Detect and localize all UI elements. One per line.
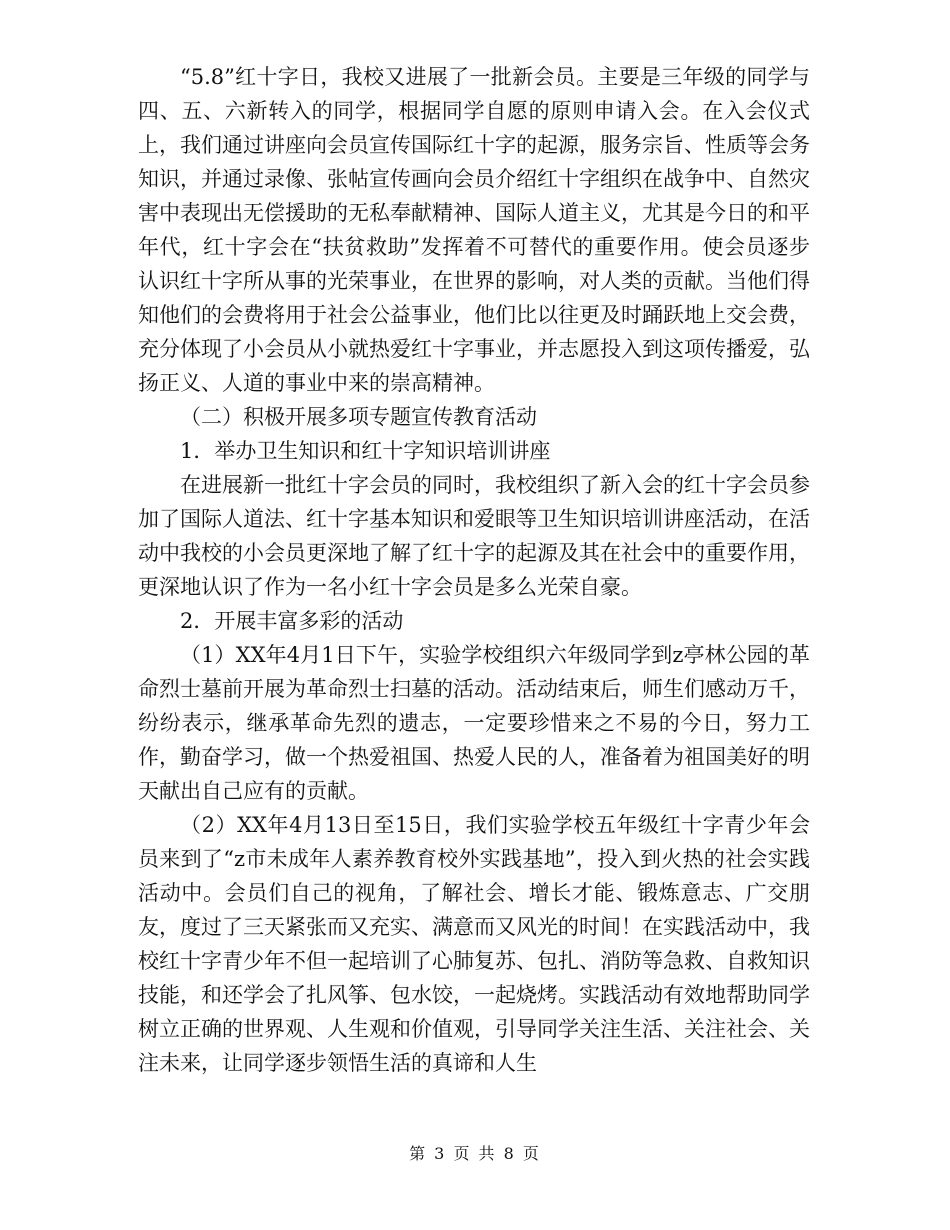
page-number-footer: 第 3 页 共 8 页 bbox=[409, 1144, 541, 1163]
paragraph-activity-1: （1）XX年4月1日下午，实验学校组织六年级同学到z亭林公园的革命烈士墓前开展为革命烈士扫墓的活动。活动结束后，师生们感动万千，纷纷表示，继承革命先烈的遗志，一定要珍惜来之不易的今日，努力工作，勤奋学习，做一个热爱祖国、热爱人民的人，准备着为祖国美好的明天献出自己应有的贡献。 bbox=[138, 643, 810, 803]
document-body bbox=[138, 60, 810, 1080]
section-heading-activities: （二）积极开展多项专题宣传教育活动 bbox=[180, 405, 537, 429]
subheading-rich-activities: 2．开展丰富多彩的活动 bbox=[180, 609, 404, 633]
paragraph-training: 在进展新一批红十字会员的同时，我校组织了新入会的红十字会员参加了国际人道法、红十字基本知识和爱眼等卫生知识培训讲座活动，在活动中我校的小会员更深地了解了红十字的起源及其在社会中的重要作用，更深地认识了作为一名小红十字会员是多么光荣自豪。 bbox=[138, 473, 810, 599]
subheading-training-lectures: 1．举办卫生知识和红十字知识培训讲座 bbox=[180, 439, 551, 463]
paragraph-membership: “5.8”红十字日，我校又进展了一批新会员。主要是三年级的同学与四、五、六新转入的同学，根据同学自愿的原则申请入会。在入会仪式上，我们通过讲座向会员宣传国际红十字的起源，服务宗旨、性质等会务知识，并通过录像、张帖宣传画向会员介绍红十字组织在战争中、自然灾害中表现出无偿援助的无私奉献精神、国际人道主义，尤其是今日的和平年代，红十字会在“扶贫救助”发挥着不可替代的重要作用。使会员逐步认识红十字所从事的光荣事业，在世界的影响，对人类的贡献。当他们得知他们的会费将用于社会公益事业，他们比以往更及时踊跃地上交会费，充分体现了小会员从小就热爱红十字事业，并志愿投入到这项传播爱，弘扬正义、人道的事业中来的崇高精神。 bbox=[138, 65, 810, 395]
paragraph-activity-2: （2）XX年4月13日至15日，我们实验学校五年级红十字青少年会员来到了“z市未成年人素养教育校外实践基地”，投入到火热的社会实践活动中。会员们自己的视角，了解社会、增长才能、锻炼意志、广交朋友，度过了三天紧张而又充实、满意而又风光的时间！在实践活动中，我校红十字青少年不但一起培训了心肺复苏、包扎、消防等急救、自救知识技能，和还学会了扎风筝、包水饺，一起烧烤。实践活动有效地帮助同学树立正确的世界观、人生观和价值观，引导同学关注生活、关注社会、关注未来，让同学逐步领悟生活的真谛和人生 bbox=[138, 813, 810, 1075]
